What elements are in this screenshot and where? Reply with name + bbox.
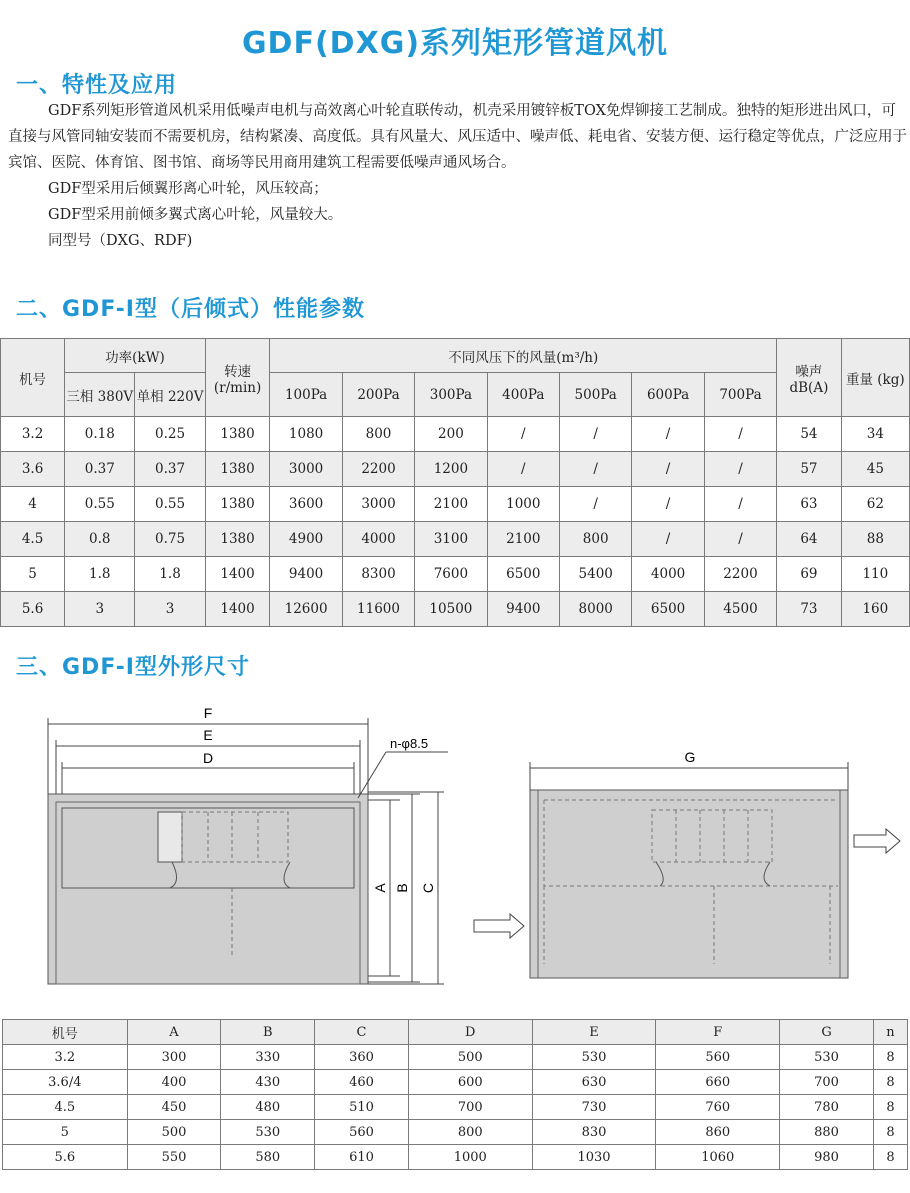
table-cell: 0.25 bbox=[135, 417, 205, 452]
table-cell: 1380 bbox=[205, 522, 270, 557]
table-cell: 3600 bbox=[270, 487, 342, 522]
table-cell: 700 bbox=[408, 1095, 532, 1120]
table-cell: 3100 bbox=[415, 522, 487, 557]
table-cell: 5.6 bbox=[3, 1145, 128, 1170]
table-row bbox=[3, 1045, 908, 1070]
table-cell: 4 bbox=[1, 487, 65, 522]
dim-header-cell: E bbox=[532, 1020, 656, 1045]
table-cell: 460 bbox=[315, 1070, 409, 1095]
table-cell: 760 bbox=[656, 1095, 780, 1120]
header-airflow: 不同风压下的风量(m³/h) bbox=[270, 339, 777, 373]
table-cell: 700 bbox=[780, 1070, 874, 1095]
table-cell: 1380 bbox=[205, 487, 270, 522]
table-cell: 6500 bbox=[632, 592, 704, 627]
table-cell: 2200 bbox=[704, 557, 776, 592]
table-cell: 580 bbox=[221, 1145, 315, 1170]
table-cell: 4900 bbox=[270, 522, 342, 557]
table-cell: 3.2 bbox=[1, 417, 65, 452]
table-cell: 530 bbox=[780, 1045, 874, 1070]
table-cell: 300 bbox=[127, 1045, 221, 1070]
header-pressure: 400Pa bbox=[487, 373, 559, 417]
performance-table bbox=[0, 338, 910, 627]
table-cell: 510 bbox=[315, 1095, 409, 1120]
section-heading-features: 一、特性及应用 bbox=[16, 73, 178, 98]
header-speed: 转速 (r/min) bbox=[205, 339, 270, 417]
table-cell: 0.37 bbox=[65, 452, 135, 487]
page-title: GDF(DXG)系列矩形管道风机 bbox=[241, 26, 669, 61]
table-cell: 6500 bbox=[487, 557, 559, 592]
table-cell: 3000 bbox=[270, 452, 342, 487]
header-pressure: 700Pa bbox=[704, 373, 776, 417]
label-hole: n-φ8.5 bbox=[390, 736, 429, 751]
label-C: C bbox=[420, 882, 436, 894]
features-line-backward: GDF型采用后倾翼形离心叶轮，风压较高； bbox=[48, 181, 328, 197]
table-cell: 0.8 bbox=[65, 522, 135, 557]
table-cell: 600 bbox=[408, 1070, 532, 1095]
table-cell: 160 bbox=[841, 592, 909, 627]
table-cell: 62 bbox=[841, 487, 909, 522]
table-cell: 12600 bbox=[270, 592, 342, 627]
table-cell: 4000 bbox=[632, 557, 704, 592]
dim-header-cell: G bbox=[780, 1020, 874, 1045]
table-cell: 1.8 bbox=[135, 557, 205, 592]
label-E: E bbox=[203, 727, 213, 743]
outlet-arrow-icon bbox=[854, 829, 900, 853]
label-A: A bbox=[372, 883, 388, 893]
features-line-same-model: 同型号（DXG、RDF) bbox=[48, 233, 193, 249]
table-cell: 1000 bbox=[408, 1145, 532, 1170]
table-cell: / bbox=[704, 417, 776, 452]
table-cell: 4.5 bbox=[3, 1095, 128, 1120]
table-cell: 500 bbox=[408, 1045, 532, 1070]
header-pressure: 600Pa bbox=[632, 373, 704, 417]
table-cell: / bbox=[632, 452, 704, 487]
dimensions-table bbox=[2, 1019, 908, 1170]
table-cell: 0.55 bbox=[65, 487, 135, 522]
dim-header-cell: A bbox=[127, 1020, 221, 1045]
table-cell: / bbox=[632, 522, 704, 557]
label-D: D bbox=[202, 750, 214, 766]
table-cell: 2100 bbox=[415, 487, 487, 522]
table-cell: 800 bbox=[560, 522, 632, 557]
header-single-phase: 单相 220V bbox=[135, 373, 205, 417]
table-cell: 9400 bbox=[487, 592, 559, 627]
table-cell: 8 bbox=[873, 1120, 907, 1145]
table-cell: / bbox=[704, 487, 776, 522]
table-cell: 200 bbox=[415, 417, 487, 452]
header-weight: 重量 (kg) bbox=[841, 339, 909, 417]
table-cell: 34 bbox=[841, 417, 909, 452]
table-cell: 0.18 bbox=[65, 417, 135, 452]
header-power: 功率(kW) bbox=[65, 339, 206, 373]
table-cell: / bbox=[632, 487, 704, 522]
table-cell: 11600 bbox=[342, 592, 414, 627]
table-cell: 860 bbox=[656, 1120, 780, 1145]
table-cell: 480 bbox=[221, 1095, 315, 1120]
table-cell: 8300 bbox=[342, 557, 414, 592]
side-view-body bbox=[530, 790, 848, 978]
table-cell: 69 bbox=[777, 557, 841, 592]
table-cell: 400 bbox=[127, 1070, 221, 1095]
table-cell: 2100 bbox=[487, 522, 559, 557]
table-cell: 560 bbox=[315, 1120, 409, 1145]
table-cell: 980 bbox=[780, 1145, 874, 1170]
header-noise: 噪声 dB(A) bbox=[777, 339, 841, 417]
features-text bbox=[8, 98, 908, 254]
header-three-phase: 三相 380V bbox=[65, 373, 135, 417]
table-cell: 8 bbox=[873, 1095, 907, 1120]
table-cell: 800 bbox=[408, 1120, 532, 1145]
table-cell: 880 bbox=[780, 1120, 874, 1145]
section-heading-dimensions: 三、GDF-Ⅰ型外形尺寸 bbox=[16, 655, 250, 680]
table-cell: 450 bbox=[127, 1095, 221, 1120]
table-cell: 45 bbox=[841, 452, 909, 487]
table-row bbox=[1, 522, 910, 557]
table-cell: 330 bbox=[221, 1045, 315, 1070]
table-cell: 8 bbox=[873, 1045, 907, 1070]
label-G: G bbox=[684, 749, 696, 765]
dim-header-cell: n bbox=[873, 1020, 907, 1045]
header-model: 机号 bbox=[1, 339, 65, 417]
table-cell: 1400 bbox=[205, 557, 270, 592]
table-cell: 63 bbox=[777, 487, 841, 522]
header-pressure: 200Pa bbox=[342, 373, 414, 417]
table-cell: 1060 bbox=[656, 1145, 780, 1170]
table-cell: 1080 bbox=[270, 417, 342, 452]
table-cell: 5.6 bbox=[1, 592, 65, 627]
table-cell: 8000 bbox=[560, 592, 632, 627]
table-cell: 8 bbox=[873, 1070, 907, 1095]
table-cell: 5400 bbox=[560, 557, 632, 592]
dim-header-cell: B bbox=[221, 1020, 315, 1045]
table-cell: 5 bbox=[1, 557, 65, 592]
table-cell: 3.6/4 bbox=[3, 1070, 128, 1095]
table-cell: 800 bbox=[342, 417, 414, 452]
table-cell: 660 bbox=[656, 1070, 780, 1095]
table-cell: / bbox=[560, 452, 632, 487]
table-cell: / bbox=[560, 487, 632, 522]
table-cell: / bbox=[487, 417, 559, 452]
dim-header-cell: F bbox=[656, 1020, 780, 1045]
table-cell: 610 bbox=[315, 1145, 409, 1170]
table-cell: 110 bbox=[841, 557, 909, 592]
header-pressure: 100Pa bbox=[270, 373, 342, 417]
table-cell: 57 bbox=[777, 452, 841, 487]
table-cell: 830 bbox=[532, 1120, 656, 1145]
table-cell: 2200 bbox=[342, 452, 414, 487]
table-cell: 4000 bbox=[342, 522, 414, 557]
table-cell: 1030 bbox=[532, 1145, 656, 1170]
table-cell: 560 bbox=[656, 1045, 780, 1070]
table-cell: 530 bbox=[532, 1045, 656, 1070]
table-cell: 0.55 bbox=[135, 487, 205, 522]
table-cell: 500 bbox=[127, 1120, 221, 1145]
table-cell: 1400 bbox=[205, 592, 270, 627]
table-row bbox=[1, 557, 910, 592]
table-cell: 3 bbox=[135, 592, 205, 627]
table-cell: 360 bbox=[315, 1045, 409, 1070]
table-cell: / bbox=[560, 417, 632, 452]
table-cell: 3.6 bbox=[1, 452, 65, 487]
table-row bbox=[3, 1145, 908, 1170]
table-row bbox=[3, 1070, 908, 1095]
table-cell: / bbox=[704, 522, 776, 557]
table-row bbox=[1, 592, 910, 627]
table-cell: 730 bbox=[532, 1095, 656, 1120]
table-cell: 1380 bbox=[205, 452, 270, 487]
table-cell: 88 bbox=[841, 522, 909, 557]
label-F: F bbox=[203, 705, 213, 721]
dim-header-cell: 机号 bbox=[3, 1020, 128, 1045]
table-cell: 1.8 bbox=[65, 557, 135, 592]
table-cell: 1000 bbox=[487, 487, 559, 522]
table-cell: 3 bbox=[65, 592, 135, 627]
dim-header-cell: C bbox=[315, 1020, 409, 1045]
table-cell: 630 bbox=[532, 1070, 656, 1095]
table-cell: 4500 bbox=[704, 592, 776, 627]
inlet-arrow-icon bbox=[474, 914, 524, 938]
table-cell: 54 bbox=[777, 417, 841, 452]
table-cell: 9400 bbox=[270, 557, 342, 592]
table-cell: 3.2 bbox=[3, 1045, 128, 1070]
header-pressure: 500Pa bbox=[560, 373, 632, 417]
table-cell: 0.75 bbox=[135, 522, 205, 557]
table-row bbox=[1, 487, 910, 522]
table-row bbox=[1, 452, 910, 487]
label-B: B bbox=[394, 883, 410, 893]
features-paragraph: GDF系列矩形管道风机采用低噪声电机与高效离心叶轮直联传动，机壳采用镀锌板TOX免焊铆接工艺制成。独特的矩形进出风口，可直接与风管同轴安装而不需要机房，结构紧凑、高度低。具有风量大、风压适中、噪声低、耗电省、安装方便、运行稳定等优点，广泛应用于宾馆、医院、体育馆、图书馆、商场等民用商用建筑工程需要低噪声通风场合。 bbox=[8, 103, 907, 171]
table-cell: / bbox=[704, 452, 776, 487]
table-cell: 64 bbox=[777, 522, 841, 557]
table-cell: / bbox=[632, 417, 704, 452]
table-cell: 5 bbox=[3, 1120, 128, 1145]
table-cell: 4.5 bbox=[1, 522, 65, 557]
table-cell: 10500 bbox=[415, 592, 487, 627]
table-cell: 1380 bbox=[205, 417, 270, 452]
section-heading-performance: 二、GDF-Ⅰ型（后倾式）性能参数 bbox=[16, 297, 365, 322]
table-row bbox=[3, 1120, 908, 1145]
outline-drawing bbox=[0, 696, 910, 996]
table-cell: 0.37 bbox=[135, 452, 205, 487]
table-cell: 530 bbox=[221, 1120, 315, 1145]
table-cell: 7600 bbox=[415, 557, 487, 592]
table-cell: 430 bbox=[221, 1070, 315, 1095]
table-row bbox=[3, 1095, 908, 1120]
header-pressure: 300Pa bbox=[415, 373, 487, 417]
table-cell: 8 bbox=[873, 1145, 907, 1170]
dim-header-cell: D bbox=[408, 1020, 532, 1045]
table-cell: 3000 bbox=[342, 487, 414, 522]
table-cell: 1200 bbox=[415, 452, 487, 487]
table-cell: / bbox=[487, 452, 559, 487]
table-cell: 780 bbox=[780, 1095, 874, 1120]
table-row bbox=[1, 417, 910, 452]
table-cell: 550 bbox=[127, 1145, 221, 1170]
table-cell: 73 bbox=[777, 592, 841, 627]
features-line-forward: GDF型采用前倾多翼式离心叶轮，风量较大。 bbox=[48, 207, 343, 223]
